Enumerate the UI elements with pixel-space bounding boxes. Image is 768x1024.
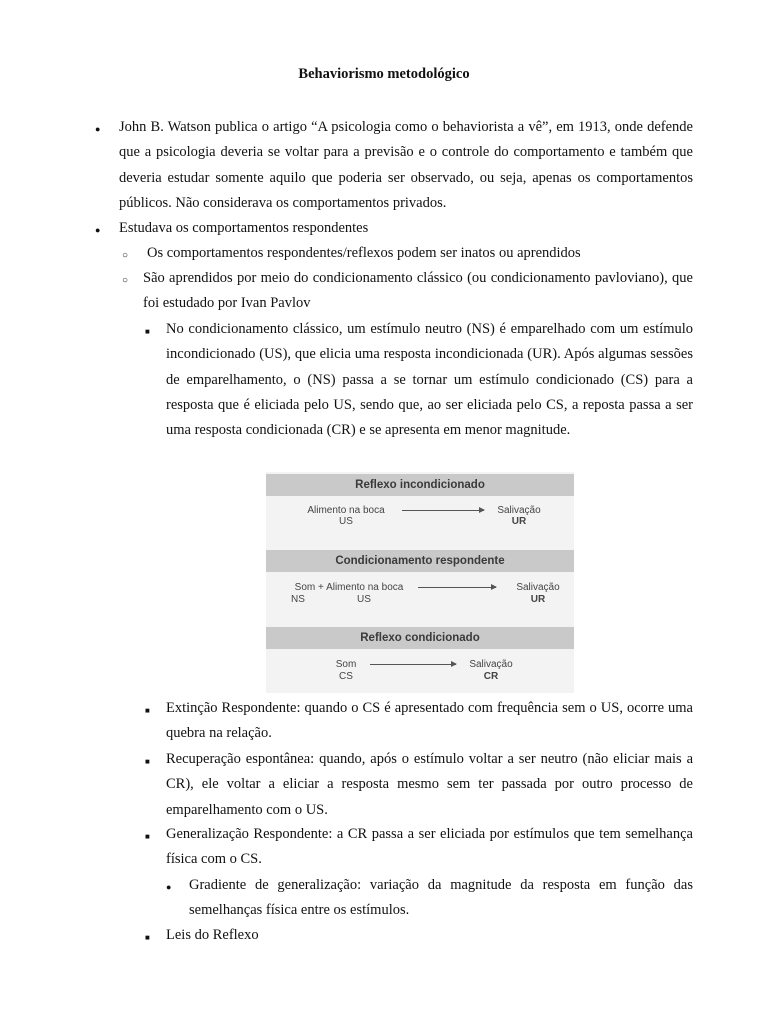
label-alimento-na-boca: Alimento na boca bbox=[307, 505, 385, 516]
label-ns: NS bbox=[291, 594, 305, 605]
paragraph-aprendidos: São aprendidos por meio do condicionamento clássico (ou condicionamento pavloviano), que foi estudado por Ivan Pavlov bbox=[143, 270, 693, 312]
label-salivacao: Salivação bbox=[497, 505, 541, 516]
bullet-circle-icon bbox=[122, 241, 128, 268]
arrow-icon bbox=[418, 587, 496, 588]
band-condicionamento-respondente: Condicionamento respondente bbox=[266, 550, 574, 572]
paragraph-generalizacao: Generalização Respondente: a CR passa a ser eliciada por estímulos que tem semelhança física com o CS. bbox=[166, 826, 693, 868]
bullet-square-icon bbox=[145, 317, 150, 344]
arrow-icon bbox=[370, 664, 456, 665]
bullet-square-icon bbox=[145, 923, 150, 950]
bullet-disc-icon bbox=[95, 216, 100, 243]
label-ur: UR bbox=[511, 516, 527, 527]
bullet-disc-icon bbox=[95, 115, 100, 142]
paragraph-estudava: Estudava os comportamentos respondentes bbox=[119, 220, 369, 236]
bullet-square-icon bbox=[145, 747, 150, 774]
label-us: US bbox=[339, 516, 353, 527]
label-cr: CR bbox=[483, 671, 499, 682]
bullet-square-icon bbox=[145, 822, 150, 849]
bullet-disc-icon bbox=[166, 873, 171, 900]
bullet-square-icon bbox=[145, 696, 150, 723]
label-cs: CS bbox=[339, 671, 353, 682]
label-som: Som bbox=[335, 659, 357, 670]
page-title: Behaviorismo metodológico bbox=[298, 66, 470, 82]
paragraph-extincao: Extinção Respondente: quando o CS é apresentado com frequência sem o US, ocorre uma quebra na relação. bbox=[166, 700, 693, 742]
label-salivacao: Salivação bbox=[516, 582, 560, 593]
paragraph-inatos: Os comportamentos respondentes/reflexos podem ser inatos ou aprendidos bbox=[147, 245, 581, 261]
label-ur: UR bbox=[530, 594, 546, 605]
bullet-circle-icon bbox=[122, 266, 128, 293]
arrow-icon bbox=[402, 510, 484, 511]
reflex-diagram bbox=[266, 472, 574, 693]
label-som-alimento: Som + Alimento na boca bbox=[294, 582, 404, 593]
label-us: US bbox=[357, 594, 371, 605]
paragraph-leis: Leis do Reflexo bbox=[166, 927, 259, 943]
paragraph-condicionamento: No condicionamento clássico, um estímulo neutro (NS) é emparelhado com um estímulo incondicionado (US), que elicia uma resposta incondicionada (UR). Após algumas sessões de emparelhamento, o (NS) passa a se tornar um estímulo condicionado (CS) para a resposta que é eliciada pelo US, sendo que, ao ser eliciada pelo CS, a reposta passa a ser uma resposta condicionada (CR) e se apresenta em menor magnitude. bbox=[166, 321, 693, 439]
label-salivacao: Salivação bbox=[469, 659, 513, 670]
paragraph-recuperacao: Recuperação espontânea: quando, após o estímulo voltar a ser neutro (não eliciar mais a CR), ele voltar a eliciar a resposta mesmo sem ter passada por outro processo de emparelhamento com o US. bbox=[166, 751, 693, 818]
paragraph-watson: John B. Watson publica o artigo “A psicologia como o behaviorista a vê”, em 1913, onde defende que a psicologia deveria se voltar para a previsão e o controle do comportamento e também que deveria estudar somente aquilo que poderia ser observado, ou seja, apenas os comportamentos públicos. Não considerava os comportamentos privados. bbox=[119, 119, 693, 211]
band-reflexo-incondicionado: Reflexo incondicionado bbox=[266, 474, 574, 496]
paragraph-gradiente: Gradiente de generalização: variação da magnitude da resposta em função das semelhanças física entre os estímulos. bbox=[189, 877, 693, 919]
band-reflexo-condicionado: Reflexo condicionado bbox=[266, 627, 574, 649]
